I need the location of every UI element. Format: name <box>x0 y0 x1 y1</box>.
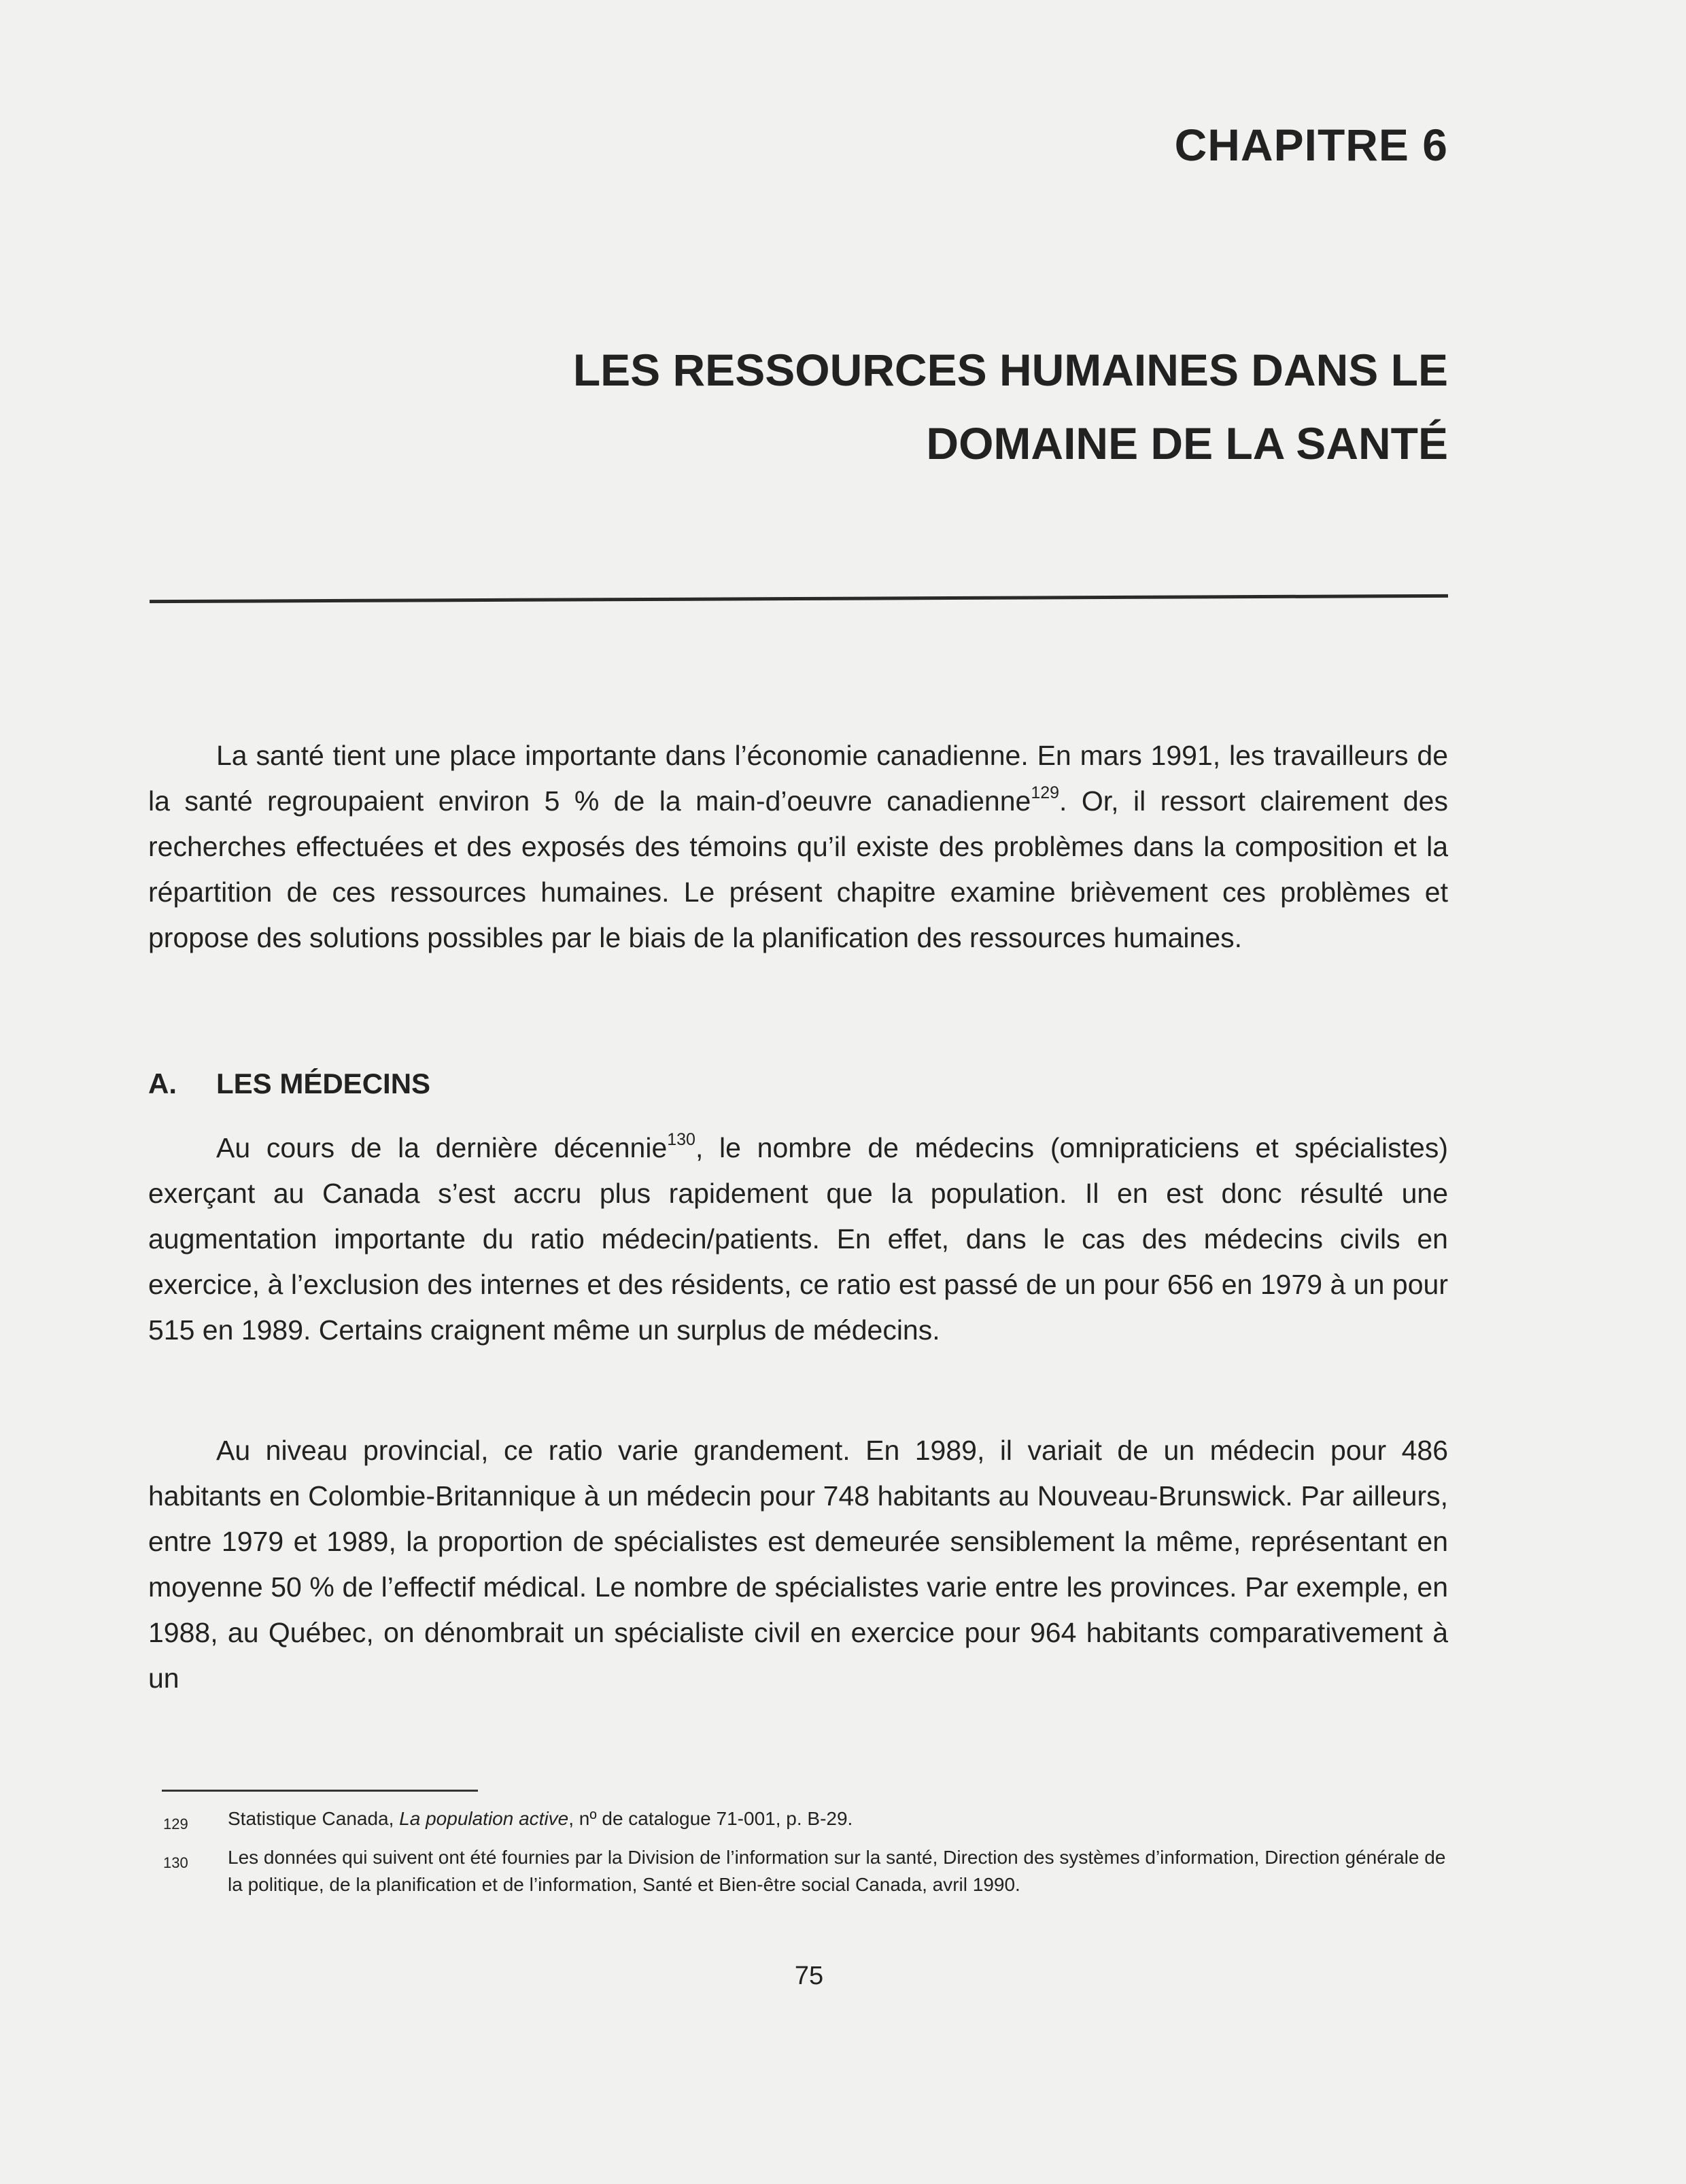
intro-text-part-2: . Or, il ressort clairement des recherches effectuées et des exposés des témoins qu’il existe des problèmes dans la composition et la répartition de ces ressources humaines. Le présent chapitre examine brièvement ces problèmes et propose des solutions possibles par le biais de la planification des ressources humaines. <box>148 785 1448 953</box>
chapter-title-line-1: LES RESSOURCES HUMAINES DANS LE <box>572 345 1448 395</box>
chapter-title <box>292 333 1448 480</box>
chapter-label: CHAPITRE 6 <box>1174 120 1448 170</box>
footnote-text <box>228 1805 1448 1832</box>
section-letter: A. <box>148 1068 177 1099</box>
section-title: LES MÉDECINS <box>216 1068 431 1099</box>
section-paragraph-1 <box>148 1125 1448 1353</box>
title-divider <box>150 594 1448 603</box>
footnote-text-part-2: , nº de catalogue 71-001, p. B-29. <box>568 1808 853 1829</box>
section-paragraph-2: Au niveau provincial, ce ratio varie grandement. En 1989, il variait de un médecin pour 486 habitants en Colombie-Britannique à un médecin pour 748 habitants au Nouveau-Brunswick. Par ailleurs, entre 1979 et 1989, la proportion de spécialistes est demeurée sensiblement la même, représentant en moyenne 50 % de l’effectif médical. Le nombre de spécialistes varie entre les provinces. Par exemple, en 1988, au Québec, on dénombrait un spécialiste civil en exercice pour 964 habitants comparativement à un <box>148 1435 1448 1694</box>
intro-paragraph <box>148 733 1448 961</box>
footnote-number: 130 <box>163 1854 188 1871</box>
chapter-title-line-2: DOMAINE DE LA SANTÉ <box>926 418 1448 468</box>
footnote-ref-129: 129 <box>1031 783 1060 802</box>
footnote-publication-title: La population active <box>399 1808 569 1829</box>
section-heading <box>148 1068 430 1100</box>
section-p1-part-1: Au cours de la dernière décennie <box>216 1132 668 1163</box>
footnote-divider <box>162 1790 478 1792</box>
footnote-129 <box>163 1805 1448 1832</box>
page-number: 75 <box>794 1962 824 1990</box>
footnote-130 <box>163 1844 1448 1898</box>
footnote-text-part-1: Statistique Canada, <box>228 1808 400 1829</box>
footnote-text: Les données qui suivent ont été fournies par la Division de l’information sur la santé, Direction des systèmes d’information, Direction générale de la politique, de la planification et de l’information, Santé et Bien-être social Canada, avril 1990. <box>228 1847 1446 1895</box>
footnote-ref-130: 130 <box>667 1130 695 1149</box>
intro-text-part-1: La santé tient une place importante dans l’économie canadienne. En mars 1991, les travailleurs de la santé regroupaient environ 5 % de la main-d’oeuvre canadienne <box>148 740 1448 817</box>
footnote-number: 129 <box>163 1815 188 1832</box>
section-p1-part-2: , le nombre de médecins (omnipraticiens et spécialistes) exerçant au Canada s’est accru plus rapidement que la population. Il en est donc résulté une augmentation importante du ratio médecin/patients. En effet, dans le cas des médecins civils en exercice, à l’exclusion des internes et des résidents, ce ratio est passé de un pour 656 en 1979 à un pour 515 en 1989. Certains craignent même un surplus de médecins. <box>148 1132 1448 1346</box>
